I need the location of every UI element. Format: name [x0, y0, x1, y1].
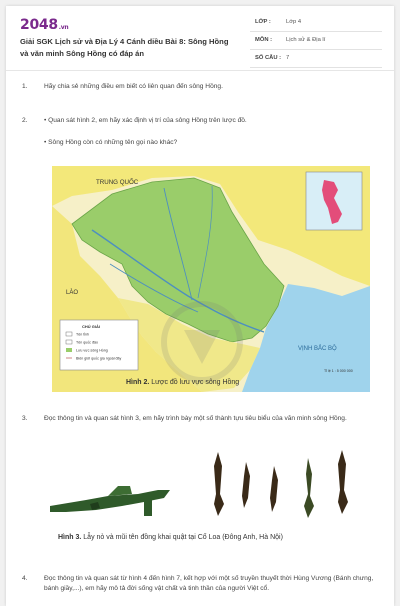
crossbow-trigger	[50, 486, 170, 516]
legend-item: Tên tỉnh	[76, 332, 89, 337]
question-4	[22, 574, 372, 606]
meta-label: LỚP :	[255, 19, 271, 25]
question-text-2: • Sông Hồng còn có những tên gọi nào khác?	[44, 139, 178, 146]
question-text: • Quan sát hình 2, em hãy xác định vị trí của sông Hồng trên lược đồ.	[44, 117, 247, 124]
scale-label: Tỉ lệ 1 : 5 000 000	[324, 369, 353, 373]
document-page	[6, 6, 394, 606]
bronze-artifacts-image	[46, 446, 376, 530]
legend-item: Biên giới quốc gia ngoài đây	[76, 356, 122, 361]
header-divider	[6, 70, 394, 71]
meta-row-count	[250, 50, 382, 68]
figure-2-caption: Hình 2. Lược đồ lưu vực sông Hồng	[126, 379, 240, 386]
document-title: Giải SGK Lịch sử và Địa Lý 4 Cánh diều Bài 8: Sông Hồng và văn minh Sông Hồng có đáp án	[20, 37, 229, 58]
meta-value: 7	[286, 55, 290, 61]
question-number: 4.	[22, 575, 28, 582]
label-gulf: VỊNH BẮC BỘ	[298, 346, 337, 352]
label-laos: LÀO	[66, 290, 79, 296]
meta-row-grade	[250, 14, 382, 32]
red-river-basin-map	[52, 166, 370, 392]
legend-item: Tên quốc đảo	[76, 340, 98, 345]
meta-label: SỐ CÂU :	[255, 55, 282, 61]
inset-map	[306, 172, 362, 230]
question-text: Đọc thông tin và quan sát từ hình 4 đến hình 7, kết hợp với một số truyền thuyết thời Hùng Vương (Bánh chưng, bánh giầy,...), em hãy mô tả đời sống vật chất và tinh thần của người Việt cổ.	[44, 575, 374, 592]
figure-3-caption: Hình 3. Lẫy nỏ và mũi tên đồng khai quật tại Cổ Loa (Đông Anh, Hà Nội)	[58, 534, 283, 541]
question-3	[22, 414, 372, 436]
question-1	[22, 82, 372, 94]
question-number: 1.	[22, 83, 28, 90]
meta-value: Lịch sử & Địa lí	[286, 37, 326, 43]
meta-label: MÔN :	[255, 37, 273, 43]
site-logo[interactable]: 2048.vn	[20, 17, 69, 33]
question-number: 3.	[22, 415, 28, 422]
question-text: Hãy chia sẻ những điều em biết có liên quan đến sông Hồng.	[44, 83, 223, 90]
question-number: 2.	[22, 117, 28, 124]
meta-row-subject	[250, 32, 382, 50]
meta-value: Lớp 4	[286, 19, 302, 25]
legend-title: CHÚ GIẢI	[82, 324, 100, 329]
label-china: TRUNG QUỐC	[96, 179, 139, 186]
legend-item: Lưu vực sông Hồng	[76, 348, 108, 353]
map-legend	[60, 320, 138, 370]
meta-table	[250, 14, 382, 68]
bronze-arrowheads	[214, 450, 348, 518]
question-text: Đọc thông tin và quan sát hình 3, em hãy trình bày một số thành tựu tiêu biểu của văn minh sông Hồng.	[44, 415, 347, 422]
question-2	[22, 116, 372, 156]
